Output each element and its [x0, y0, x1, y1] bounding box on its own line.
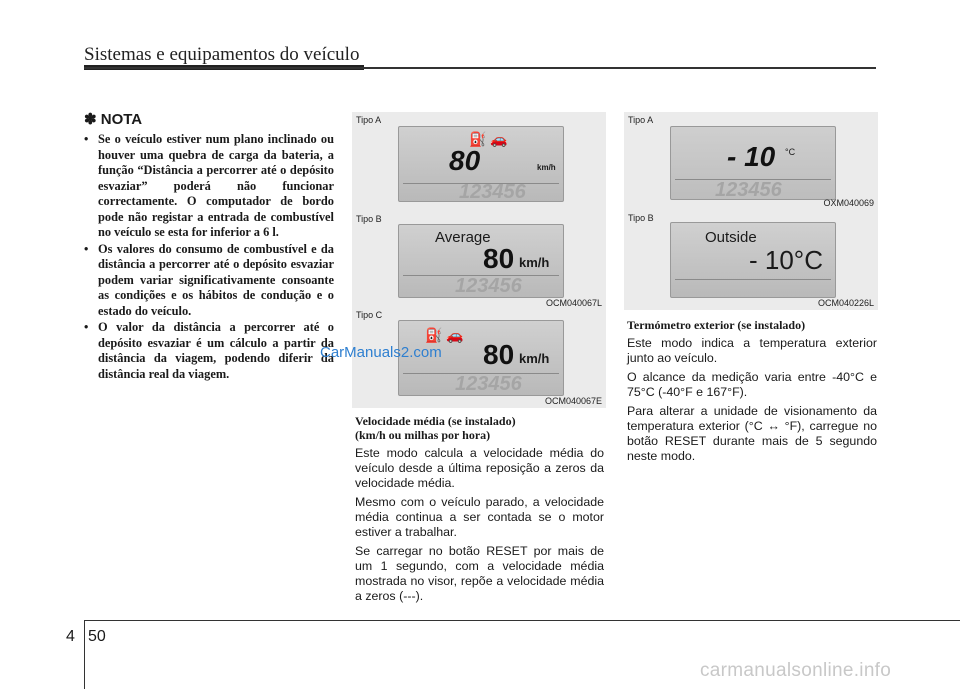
panel-label-tipo-b: Tipo B — [356, 214, 382, 224]
lcd-speed-unit: km/h — [537, 163, 556, 172]
avg-speed-figure — [352, 112, 606, 408]
lcd-display-tipo-b — [398, 224, 564, 298]
footer-rule — [84, 620, 960, 621]
watermark-link[interactable]: CarManuals2.com — [320, 344, 442, 361]
lcd-temp-unit: °C — [785, 147, 796, 157]
bullet-icon: • — [84, 320, 89, 334]
lcd-display-tipo-b — [670, 222, 836, 298]
lcd-odometer-ghost: 123456 — [459, 181, 526, 202]
lcd-temp-value: - 10°C — [749, 245, 823, 275]
lcd-odometer-ghost: 123456 — [715, 179, 782, 200]
lcd-speed-value: 80 — [483, 243, 515, 274]
header-rule — [84, 67, 876, 69]
footer-divider — [84, 620, 85, 689]
page-number: 50 — [88, 628, 106, 645]
lcd-speed-value: 80 — [483, 339, 515, 370]
lcd-divider — [675, 279, 831, 280]
bullet-icon: • — [84, 132, 89, 146]
panel-label-tipo-a: Tipo A — [356, 115, 382, 125]
fuel-pump-car-icon: ⛽ 🚗 — [425, 327, 464, 343]
note-heading: ✽ NOTA — [84, 111, 143, 128]
lcd-speed-unit: km/h — [519, 255, 550, 270]
note-box — [84, 110, 334, 383]
paragraph: O alcance da medição varia entre -40°C e 75°C (-40°F e 167°F). — [627, 370, 877, 399]
paragraph: Mesmo com o veículo parado, a velocidade média continua a ser contada se o motor estiver a trabalhar. — [355, 495, 604, 539]
outside-temp-figure — [624, 112, 878, 310]
paragraph: Para alterar a unidade de visionamento da temperatura exterior (°C ↔ °F), carregue no botão RESET durante mais de 5 segundo neste modo. — [627, 404, 877, 463]
paragraph: Se carregar no botão RESET por mais de um 1 segundo, com a velocidade média mostrada no visor, repõe a velocidade média a zeros (---). — [355, 544, 604, 603]
panel-label-tipo-c: Tipo C — [356, 310, 383, 320]
paragraph: Este modo calcula a velocidade média do veículo desde a última reposição a zeros da velocidade média. — [355, 446, 604, 490]
note-item — [84, 242, 334, 320]
bullet-icon: • — [84, 241, 89, 256]
paragraph: Este modo indica a temperatura exterior junto ao veículo. — [627, 336, 877, 365]
site-watermark: carmanualsonline.info — [700, 660, 892, 681]
lcd-odometer-ghost: 123456 — [455, 373, 522, 395]
figure-code: OCM040067E — [544, 396, 602, 406]
lcd-temp-value: - 10 — [727, 141, 776, 172]
lcd-speed-unit: km/h — [519, 351, 550, 366]
note-list — [84, 132, 334, 382]
lcd-speed-value: 80 — [449, 145, 481, 176]
note-item-text: Se o veículo estiver num plano inclinado ou houver uma quebra de carga da bateria, a função “Distância a percorrer até o depósito esvaziar” poderá não funcionar correctamente. O computador de bordo pode não registar a entrada de combustível no veículo se esta for inferior a 6 l. — [98, 132, 334, 239]
figure-code: OXM040069 — [823, 198, 874, 208]
figure-code: OCM040067L — [545, 298, 602, 308]
figure-code: OCM040226L — [817, 298, 874, 308]
chapter-number: 4 — [66, 628, 75, 645]
note-item — [84, 320, 334, 382]
avg-speed-section — [355, 414, 604, 608]
lcd-mode-title: Average — [435, 229, 491, 246]
section-heading: Termómetro exterior (se instalado) — [627, 318, 806, 332]
lcd-display-tipo-a — [398, 126, 564, 202]
outside-temp-section — [627, 318, 877, 468]
fuel-pump-car-icon: ⛽ 🚗 — [469, 131, 508, 147]
page-header-title: Sistemas e equipamentos do veículo — [84, 44, 360, 65]
lcd-display-tipo-a — [670, 126, 836, 200]
panel-label-tipo-a: Tipo A — [628, 115, 654, 125]
panel-label-tipo-b: Tipo B — [628, 213, 654, 223]
note-item-text: O valor da distância a percorrer até o depósito esvaziar é um cálculo a partir da distância da viagem, podendo diferir da distância real da viagem. — [98, 320, 334, 381]
lcd-mode-title: Outside — [705, 229, 757, 246]
note-item — [84, 132, 334, 241]
section-heading: Velocidade média (se instalado) (km/h ou milhas por hora) — [355, 414, 516, 442]
lcd-odometer-ghost: 123456 — [455, 275, 522, 297]
note-item-text: Os valores do consumo de combustível e da distância a percorrer até o depósito esvaziar podem variar significativamente consoante as condições e os hábitos de condução e o estado do veículo. — [98, 241, 334, 318]
